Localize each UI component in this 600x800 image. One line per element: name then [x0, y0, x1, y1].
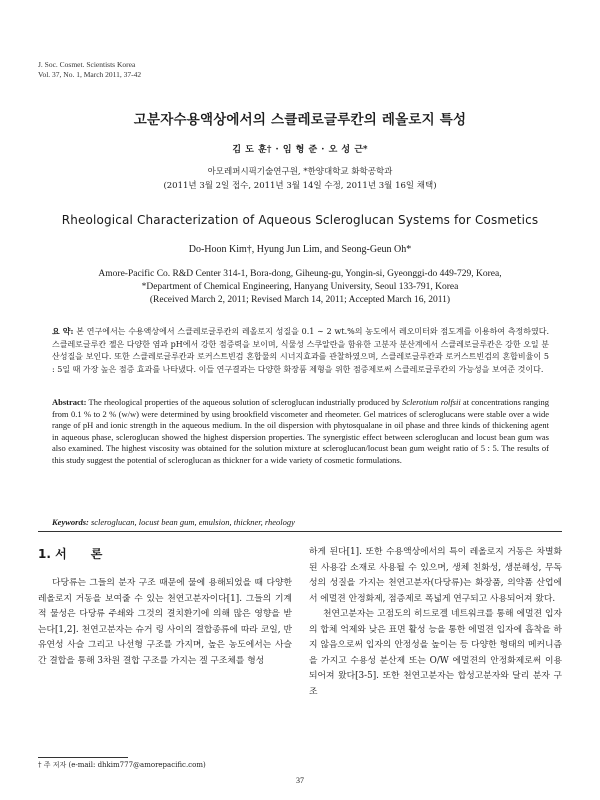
english-authors: Do-Hoon Kim†, Hyung Jun Lim, and Seong-Geun Oh* [188, 244, 412, 255]
korean-dates: (2011년 3월 2일 접수, 2011년 3월 14일 수정, 2011년 3월 16일 채택) [163, 181, 437, 191]
page-number: 37 [296, 776, 304, 785]
body-paragraph: 하게 된다[1]. 또한 수용액상에서의 특이 레올로지 거동은 차별화된 사용감 소재로 사용될 수 있으며, 생체 친화성, 생분해성, 무독성의 성질을 가지는 천연고분자(다당류)는 화장품, 의약품 산업에서 에멀젼 안정화제, 점증제로 폭넓게 연구되고 사용되어져 왔다. [309, 547, 562, 604]
english-abstract-text-2: at concentrations ranging from 0.1 % to 2 % (w/w) were determined by using brookfield viscometer and rheometer. Gel matrices of scleroglucans were stable over a wide range of pH and ionic strength in the aqueous medium. In the oil dispersion with phytosqualane in oil phase and three kinds of thickening agent in aqueous phase, scleroglucan showed the highest dispersion properties. The synergistic effect between scleroglucan and locust bean gum was also examined. The highest viscosity was obtained for the solution mixture at scleroglucan/locust bean gum weight ratio of 5 : 5. The results of this study suggest the potential of scleroglucan as thickner for a wide variety of cosmetic formulations. [52, 397, 549, 465]
journal-info [38, 60, 141, 80]
body-right-column [309, 545, 562, 700]
english-affiliation-1: Amore-Pacific Co. R&D Center 314-1, Bora-dong, Giheung-gu, Yongin-si, Gyeonggi-do 449-729, Korea, [98, 269, 502, 279]
english-affiliation-2: *Department of Chemical Engineering, Hanyang University, Seoul 133-791, Korea [141, 282, 459, 292]
english-abstract-label: Abstract: [52, 397, 87, 407]
english-title: Rheological Characterization of Aqueous Scleroglucan Systems for Cosmetics [61, 213, 539, 227]
section-divider [38, 531, 562, 532]
korean-affiliation-block [0, 165, 600, 193]
korean-authors: 김 도 훈† · 임 형 준 · 오 성 근* [232, 145, 368, 155]
korean-abstract [52, 325, 549, 376]
section-title-a: 서 [55, 547, 67, 561]
english-affiliation-block [0, 268, 600, 307]
footnote-rule [38, 757, 128, 758]
korean-abstract-text: 본 연구에서는 수용액상에서 스클레로글루칸의 레올로지 성질을 0.1 ∼ 2 wt.%의 농도에서 레오미터와 점도계를 이용하여 측정하였다. 스클레로글루칸 젤은 다양한 염과 pH에서 강한 점증력을 보이며, 식물성 스쿠알란을 함유한 고분자 분산계에서 스클레로글루칸은 강한 오일 분산성질을 보인다. 또한 스클레로글루칸과 로커스트빈검 혼합물의 시너지효과를 관찰하였으며, 스클레로글루칸과 로커스트빈검의 혼합비율이 5 : 5일 때 가장 높은 점증 효과를 나타냈다. 이들 연구결과는 다양한 화장품 제형을 위한 점증제로써 스클레로글루칸의 가능성을 보여준 것이다. [52, 327, 549, 374]
body-paragraph: 천연고분자는 고점도의 히드로겔 네트워크를 통해 에멀젼 입자의 합체 억제와 낮은 표면 활성 능을 통한 에멀젼 입자에 흡착을 하지 않음으로써 입자의 안정성을 높이는 등 다양한 형태의 메커니즘을 가지고 수용성 분산제 또는 O/W 에멀젼의 안정화제로써 이용되어져 왔다[3-5]. 또한 천연고분자는 합성고분자와 달리 분자 구조 [309, 609, 562, 697]
body-paragraph: 다당류는 그들의 분자 구조 때문에 물에 용해되었을 때 다양한 레올로지 거동을 보여줄 수 있는 천연고분자이다[1]. 그들의 기계적 물성은 다당류 주쇄와 그것의 결치환기에 의해 많은 영향을 받는다[1,2]. 천연고분자는 슈거 링 사이의 결합종류에 따라 코일, 반유연성 사슬 그리고 나선형 구조를 가지며, 높은 농도에서는 사슬 간 결합을 통해 3차원 결합 구조를 가지는 겔 구조체를 형성 [38, 578, 292, 666]
korean-title: 고분자수용액상에서의 스클레로글루칸의 레올로지 특성 [133, 112, 467, 128]
journal-volume: Vol. 37, No. 1, March 2011, 37-42 [38, 70, 142, 79]
korean-affiliation: 아모레퍼시픽기술연구원, *한양대학교 화학공학과 [207, 167, 393, 177]
section-title-b: 론 [90, 547, 103, 561]
species-name: Sclerotium rolfsii [402, 397, 461, 407]
korean-abstract-label: 요 약: [52, 326, 74, 336]
body-left-column [38, 576, 292, 669]
keywords [52, 517, 549, 528]
english-abstract-text-1: The rheological properties of the aqueous solution of scleroglucan industrially produced by [88, 397, 402, 407]
section-heading [38, 545, 102, 562]
english-abstract [52, 397, 549, 466]
section-number: 1. [38, 547, 51, 561]
journal-name: J. Soc. Cosmet. Scientists Korea [38, 60, 136, 69]
keywords-label: Keywords: [52, 517, 89, 527]
footnote: † 주 저자 (e-mail: dhkim777@amorepacific.com) [38, 761, 206, 769]
keywords-text: scleroglucan, locust bean gum, emulsion, thickner, rheology [90, 517, 295, 527]
english-dates: (Received March 2, 2011; Revised March 14, 2011; Accepted March 16, 2011) [149, 295, 451, 305]
